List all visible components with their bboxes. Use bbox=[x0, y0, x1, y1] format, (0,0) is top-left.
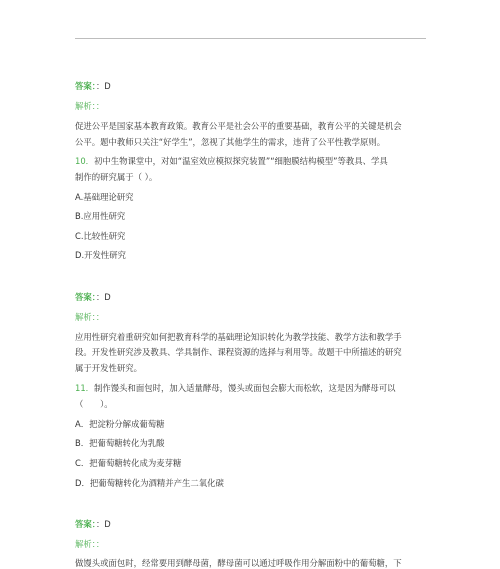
explanation-label: 解析：： bbox=[75, 101, 105, 111]
answer-label: 答案： bbox=[75, 292, 96, 302]
question-line: 初中生物课堂中，对如“温室效应模拟探究装置”“细胞膜结构模型”等教具、学具 bbox=[94, 156, 388, 166]
question-text bbox=[75, 155, 388, 167]
explanation-text: 应用性研究着重研究如何把教育科学的基础理论知识转化为教学技能、教学方法和教学手 bbox=[75, 332, 402, 342]
explanation-text: 属于开发性研究。 bbox=[75, 363, 142, 373]
explanation-text: 做馒头或面包时，经常要用到酵母菌，酵母菌可以通过呼吸作用分解面粉中的葡萄糖，下 bbox=[75, 558, 402, 568]
question-number: 11． bbox=[75, 383, 95, 393]
answer-value: ：D bbox=[95, 81, 111, 91]
explanation-text: 公平。题中教师只关注“好学生”，忽视了其他学生的需求，违背了公平性教学原则。 bbox=[75, 137, 386, 147]
question-line: （ ）。 bbox=[75, 399, 113, 409]
answer-value: ：D bbox=[95, 292, 111, 302]
option-d: D.开发性研究 bbox=[75, 250, 126, 260]
answer-value: ：D bbox=[95, 519, 111, 529]
question-number: 10． bbox=[75, 156, 95, 166]
option-d: D．把葡萄糖转化为酒精并产生二氧化碳 bbox=[75, 478, 224, 488]
answer-label: 答案： bbox=[75, 81, 96, 91]
top-divider bbox=[75, 38, 426, 39]
answer-line bbox=[75, 518, 111, 530]
answer-line bbox=[75, 80, 111, 92]
question-line: 制作的研究属于（ ）。 bbox=[75, 172, 158, 182]
option-a: A．把淀粉分解成葡萄糖 bbox=[75, 419, 165, 429]
question-text bbox=[75, 382, 396, 394]
option-a: A.基础理论研究 bbox=[75, 192, 134, 202]
explanation-label: 解析：： bbox=[75, 539, 105, 549]
question-line: 制作馒头和面包时，加入适量酵母，馒头或面包会膨大而松软，这是因为酵母可以 bbox=[94, 383, 396, 393]
option-c: C．把葡萄糖转化成为麦芽糖 bbox=[75, 458, 182, 468]
explanation-label: 解析：： bbox=[75, 312, 105, 322]
explanation-text: 段。开发性研究涉及教具、学具制作、课程资源的选择与利用等。故题干中所描述的研究 bbox=[75, 347, 402, 357]
option-b: B．把葡萄糖转化为乳酸 bbox=[75, 438, 165, 448]
option-c: C.比较性研究 bbox=[75, 231, 126, 241]
answer-label: 答案： bbox=[75, 519, 96, 529]
answer-line bbox=[75, 291, 111, 303]
explanation-text: 促进公平是国家基本教育政策。教育公平是社会公平的重要基础，教育公平的关键是机会 bbox=[75, 121, 402, 131]
option-b: B.应用性研究 bbox=[75, 211, 126, 221]
